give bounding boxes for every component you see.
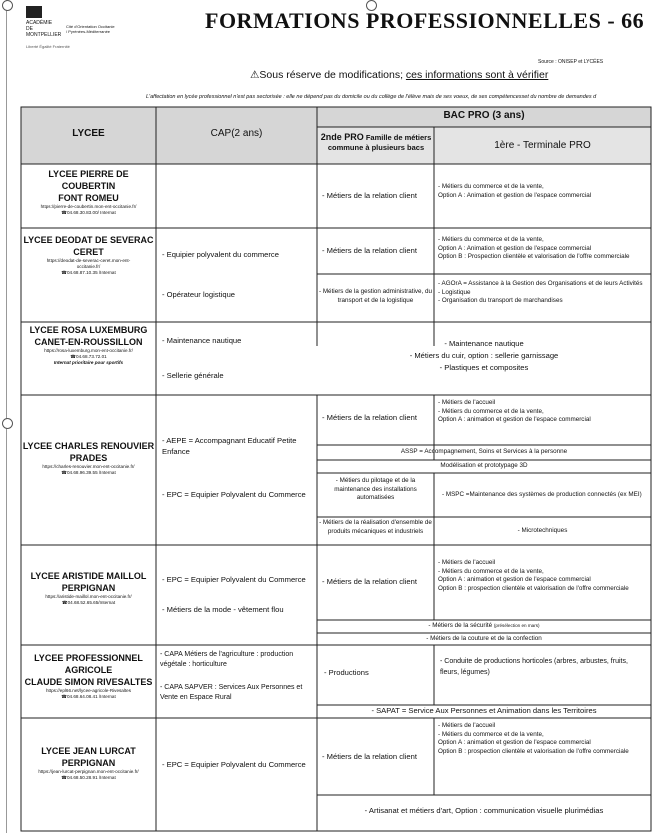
premiere-item: Option B : prospection clientèle et valorisation de l'offre commerciale	[438, 747, 629, 755]
seconde-item: - Métiers de la relation client	[322, 246, 417, 255]
seconde-item: - Productions	[324, 668, 369, 677]
bac-full-item: Modélisation et prototypage 3D	[440, 462, 528, 469]
phone-icon: ☎	[70, 354, 77, 359]
lycee-cell	[22, 745, 155, 781]
premiere-cell	[438, 399, 649, 425]
lycee-name: LYCEE JEAN LURCAT	[41, 746, 136, 756]
lycee-city: PRADES	[69, 453, 108, 463]
lycee-url[interactable]: https://deodat-de-severac-ceret.mon-ent-occitanie.fr/	[46, 258, 131, 269]
phone-icon: ☎	[61, 210, 67, 215]
premiere-item: - AGOrA = Assistance à la Gestion des Organisations et de leurs Activités	[438, 280, 643, 287]
bac-full-item: - Métiers de la couture et de la confection	[426, 635, 542, 642]
bac-full-item: - Artisanat et métiers d'art, Option : communication visuelle plurimédias	[364, 806, 604, 815]
lycee-city: PERPIGNAN	[61, 583, 116, 593]
premiere-cell	[438, 183, 648, 200]
col-header-premiere: 1ère - Terminale PRO	[494, 140, 591, 151]
phone-text: 04.68.96.39.55 /Internat	[66, 470, 116, 475]
seconde-item: - Métiers de la réalisation d'ensemble de produits mécaniques et industriels	[319, 519, 432, 535]
premiere-item: - Métiers du commerce et de la vente,	[438, 567, 544, 575]
bac-full-cell	[317, 338, 651, 374]
premiere-item: - Métiers du commerce et de la vente,	[438, 407, 544, 415]
premiere-item: Option A : Animation et gestion de l'espace commercial	[438, 191, 592, 199]
lycee-url[interactable]: https://jean-lurcat-perpignan.mon-ent-occitanie.fr/	[38, 769, 139, 774]
bac-item: - Maintenance nautique	[444, 339, 524, 348]
cap-item: - Métiers de la mode - vêtement flou	[162, 605, 284, 614]
premiere-item: - Organisation du transport de marchandises	[438, 297, 563, 305]
premiere-item: - Conduite de productions horticoles (arbres, arbustes, fruits, fleurs, légumes)	[440, 658, 628, 676]
bac-full-item: ASSP = Accompagnement, Soins et Services à la personne	[400, 448, 568, 455]
cap-item: - Sellerie générale	[162, 371, 224, 380]
premiere-item: - Métiers de l'accueil	[438, 722, 496, 729]
lycee-cell	[22, 570, 155, 606]
lycee-url[interactable]: https://pierre-de-coubertin.mon-ent-occitanie.fr/	[40, 204, 137, 209]
lycee-city: CANET-EN-ROUSSILLON	[34, 337, 143, 347]
seconde-item: - Métiers de la relation client	[322, 752, 417, 761]
premiere-item: Option B : prospection clientèle et valorisation de l'offre commerciale	[438, 584, 629, 592]
col-header-seconde	[318, 132, 434, 153]
premiere-item: - Métiers de l'accueil	[438, 559, 496, 566]
col-header-bac: BAC PRO (3 ans)	[443, 110, 525, 121]
source-note: Source : ONISEP et LYCÉES	[538, 59, 604, 65]
bac-full-item	[317, 622, 651, 631]
cap-item: - EPC = Equipier Polyvalent du Commerce	[162, 490, 306, 499]
premiere-cell	[438, 722, 649, 756]
lycee-phone	[22, 775, 155, 781]
lycee-phone	[22, 694, 155, 700]
premiere-item: - Métiers du commerce et de la vente,	[438, 730, 544, 738]
lycee-phone	[22, 600, 155, 606]
cap-item: - Equipier polyvalent du commerce	[162, 250, 279, 259]
bac-item: - Métiers du cuir, option : sellerie garnissage	[409, 351, 559, 360]
lycee-url[interactable]: https://rosa-luxemburg.mon-ent-occitanie.fr/	[44, 348, 133, 353]
premiere-item: Option A : Animation et gestion de l'espace commercial	[438, 244, 592, 252]
bac-full-text: - Métiers de la sécurité	[428, 622, 493, 629]
lycee-cell	[22, 234, 155, 276]
premiere-item: Option A : animation et gestion de l'espace commercial	[438, 576, 591, 584]
page-title: FORMATIONS PROFESSIONNELLES - 66	[205, 8, 645, 33]
phone-icon: ☎	[61, 470, 67, 475]
lycee-city: FONT ROMEU	[58, 193, 119, 203]
phone-text: 04.68.87.10.35 /Internat	[66, 270, 116, 275]
sectorisation-note: L'affectation en lycée professionnel n'est pas sectorisée : elle ne dépend pas du domicile ou du collège de l'élève mais de ses voeux, de ses compétencesset du nombre de demandes d	[146, 94, 597, 100]
premiere-item: Option B : Prospection clientèle et valorisation de l'offre commerciale	[438, 253, 630, 261]
bac-full-note: (présélection en mars)	[493, 623, 540, 628]
seconde-suffix: Famille de métiers commune à plusieurs bacs	[327, 133, 432, 152]
phone-text: 04.68.30.83.00/ Internat	[66, 210, 116, 215]
lycee-name: LYCEE DEODAT DE SEVERAC	[23, 235, 154, 245]
phone-icon: ☎	[61, 270, 67, 275]
cap-item: - Opérateur logistique	[162, 290, 236, 299]
warning-underlined: ces informations sont à vérifier	[405, 69, 549, 81]
phone-text: 04.68.73.72.01	[76, 354, 107, 359]
premiere-item: - Métiers du commerce et de la vente,	[438, 183, 544, 190]
bac-item: - Plastiques et composites	[439, 363, 529, 372]
premiere-item: - Microtechniques	[517, 527, 568, 534]
academy-name: ACADÉMIE DE MONTPELLIER	[26, 20, 62, 38]
premiere-cell	[438, 280, 649, 306]
lycee-name: LYCEE ARISTIDE MAILLOL	[30, 571, 147, 581]
warning-icon: ⚠	[250, 69, 260, 81]
col-header-lycee: LYCEE	[72, 128, 105, 139]
seconde-item: - Métiers de la relation client	[322, 191, 417, 200]
lycee-phone	[22, 470, 155, 476]
phone-text: 04.68.64.08.41 /Internat	[66, 694, 116, 699]
premiere-cell	[438, 559, 649, 593]
lycee-city: PERPIGNAN	[61, 758, 116, 768]
phone-icon: ☎	[61, 775, 67, 780]
academy-motto: Liberté Égalité Fraternité	[26, 44, 70, 49]
premiere-item: Option A : animation et gestion de l'espace commercial	[438, 416, 591, 424]
phone-icon: ☎	[61, 600, 68, 605]
seconde-prefix: 2nde PRO	[320, 132, 364, 142]
cap-item: - EPC = Equipier Polyvalent du Commerce	[162, 760, 306, 769]
lycee-cell	[22, 440, 155, 476]
lycee-name: LYCEE PIERRE DE COUBERTIN	[48, 169, 129, 191]
cio-name: Cité d'Orientation Occitanie / Pyrénées-Méditerranée	[66, 24, 115, 34]
lycee-city: CERET	[73, 247, 104, 257]
premiere-item: Option A : animation et gestion de l'espace commercial	[438, 739, 591, 747]
premiere-item: - Logistique	[438, 288, 471, 296]
lycee-phone	[22, 270, 155, 276]
phone-text: 04.68.52.65.65/Internat	[67, 600, 116, 605]
lycee-cell	[22, 652, 155, 700]
warning-prefix: Sous réserve de modifications;	[259, 69, 403, 81]
seconde-item: - Métiers de la gestion administrative, du transport et de la logistique	[318, 288, 433, 304]
lycee-url[interactable]: https://aristide-maillol.mon-ent-occitanie.fr/	[45, 594, 132, 599]
premiere-item: - Métiers du commerce et de la vente,	[438, 236, 544, 243]
bac-full-item: - SAPAT = Service Aux Personnes et Animation dans les Territoires	[371, 706, 597, 715]
cap-item: - AEPE = Accompagnant Educatif Petite Enfance	[162, 436, 297, 456]
lycee-phone	[22, 210, 155, 216]
cap-item: - CAPA Métiers de l'agriculture : production végétale : horticulture	[160, 651, 294, 668]
lycee-name: LYCEE PROFESSIONNEL AGRICOLE	[34, 653, 143, 675]
phone-icon: ☎	[61, 694, 67, 699]
cap-item: - EPC = Equipier Polyvalent du Commerce	[162, 575, 306, 584]
lycee-cell	[22, 168, 155, 216]
lycee-extra: Internat prioritaire pour sportifs	[53, 360, 124, 365]
lycee-name: LYCEE ROSA LUXEMBURG	[29, 325, 148, 335]
lycee-url[interactable]: https://epl66.net/lycee-agricole-Rivesaltes	[45, 688, 132, 693]
lycee-name: LYCEE CHARLES RENOUVIER	[22, 441, 155, 451]
lycee-cell	[22, 324, 155, 366]
premiere-item: - Métiers de l'accueil	[438, 399, 496, 406]
col-header-cap: CAP(2 ans)	[210, 128, 263, 139]
premiere-item: - MSPC =Maintenance des systèmes de production connectés (ex MEI)	[442, 491, 642, 498]
lycee-url[interactable]: https://charles-renouvier.mon-ent-occitanie.fr/	[42, 464, 135, 469]
cap-item: - CAPA SAPVER : Services Aux Personnes et Vente en Espace Rural	[160, 684, 303, 701]
phone-text: 04.68.50.28.91 /Internat	[66, 775, 116, 780]
premiere-cell	[438, 236, 649, 262]
seconde-item: - Métiers de la relation client	[322, 413, 417, 422]
lycee-city: CLAUDE SIMON RIVESALTES	[24, 677, 153, 687]
cap-item: - Maintenance nautique	[162, 336, 242, 345]
seconde-item: - Métiers de la relation client	[322, 577, 417, 586]
seconde-item: - Métiers du pilotage et de la maintenance des installations automatisées	[334, 477, 417, 502]
